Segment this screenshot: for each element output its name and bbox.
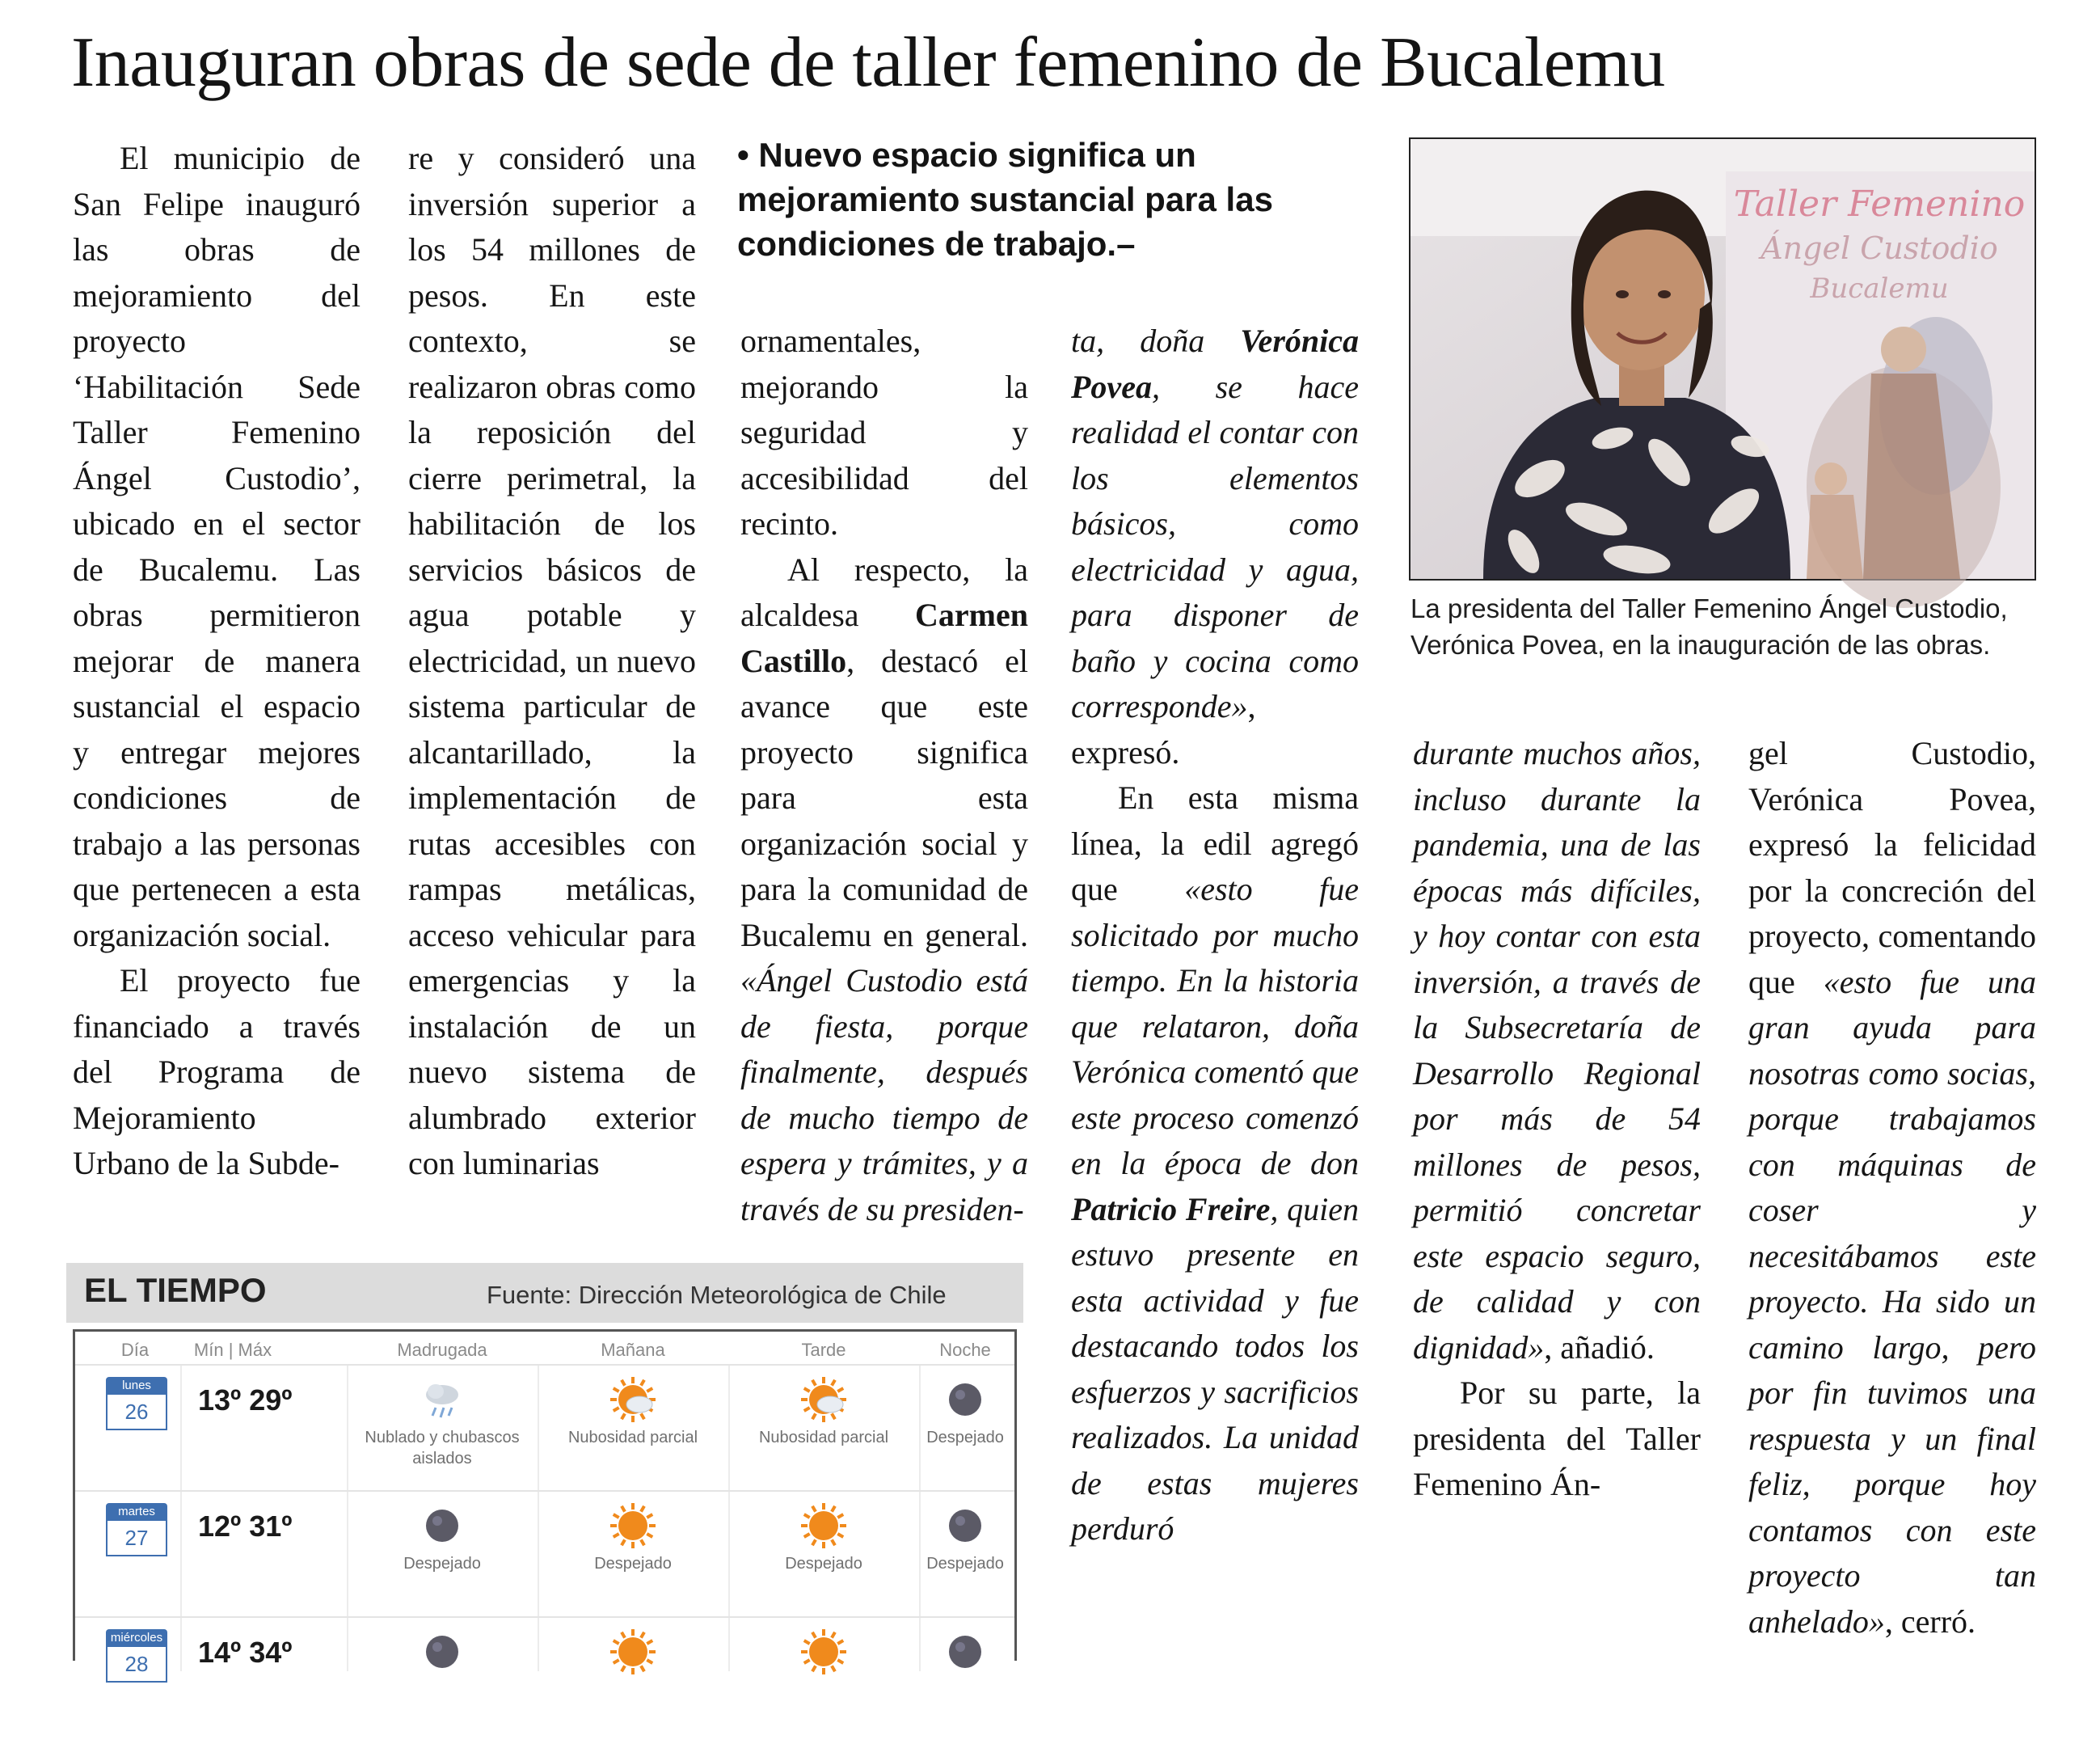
min-max-temps: 12º 31º: [198, 1510, 293, 1543]
sun-icon: [539, 1628, 727, 1676]
calendar-icon: [106, 1503, 167, 1556]
weather-row: [75, 1490, 1014, 1618]
article-column-5: [1413, 731, 1701, 1508]
forecast-cell: [539, 1628, 727, 1679]
col-header-noche: Noche: [939, 1340, 991, 1360]
photo-caption: La presidenta del Taller Femenino Ángel Custodio, Verónica Povea, en la inauguración de las obras.: [1411, 593, 2008, 660]
forecast-cell: [348, 1375, 536, 1469]
moon-icon: [921, 1501, 1010, 1550]
headline: Inauguran obras de sede de taller femenino de Bucalemu: [71, 23, 1665, 102]
col-header-manana: Mañana: [601, 1340, 665, 1360]
sun-icon: [539, 1501, 727, 1550]
paragraph: durante muchos años, incluso durante la pandemia, una de las épocas más difíciles, y hoy contar con esta inversión, a través de la Subsecretaría de Desarrollo Regional por más de 54 millones de pesos, permitió concretar este espacio seguro, de calidad y con dignidad», añadió.: [1413, 735, 1701, 1366]
sun-icon: [730, 1501, 917, 1550]
article-column-6: [1748, 731, 2036, 1645]
sign-line-3: Bucalemu: [1810, 272, 1949, 305]
moon-icon: [348, 1501, 536, 1550]
cloud-rain-icon: [348, 1375, 536, 1424]
paragraph: En esta misma línea, la edil agregó que «esto fue solicitado por mucho tiempo. En la historia que relataron, doña Verónica comentó que este proceso comenzó en la época de don Patricio Freire, quien estuvo presente en esta actividad y fue destacando todos los esfuerzos y sacrificios realizados. La unidad de estas mujeres perduró: [1071, 779, 1359, 1547]
article-column-3: [740, 319, 1028, 1232]
min-max-temps: 14º 34º: [198, 1636, 293, 1669]
forecast-label: Nubosidad parcial: [758, 1429, 889, 1446]
paragraph: ornamentales, mejorando la seguridad y accesibilidad del recinto.: [740, 323, 1028, 542]
paragraph: ta, doña Verónica Povea, se hace realidad el contar con los elementos básicos, como electricidad y agua, para disponer de baño y cocina como corresponde», expresó.: [1071, 323, 1359, 771]
forecast-cell: [921, 1628, 1010, 1679]
lede: • Nuevo espacio significa un mejoramiento sustancial para las condiciones de trabajo.–: [737, 136, 1273, 263]
date: 27: [106, 1521, 167, 1556]
weather-row: [75, 1616, 1014, 1744]
paragraph: re y consideró una inversión superior a los 54 millones de pesos. En este contexto, se realizaron obras como la reposición del cierre perimetral, la habilitación de los servicios básicos de agua potable y electricidad, un nuevo sistema particular de alcantarillado, la implementación de rutas accesibles con rampas metálicas, acceso vehicular para emergencias y la instalación de un nuevo sistema de alumbrado exterior con luminarias: [408, 140, 696, 1181]
forecast-label: Despejado: [926, 1555, 1004, 1573]
partly-cloudy-icon: [539, 1375, 727, 1424]
article-photo: [1409, 137, 2036, 581]
paragraph: Por su parte, la presidenta del Taller Femenino Án-: [1413, 1375, 1701, 1502]
min-max-temps: 13º 29º: [198, 1383, 293, 1417]
date: 26: [106, 1395, 167, 1430]
calendar-icon: [106, 1629, 167, 1683]
weather-row: [75, 1364, 1014, 1492]
col-header-tarde: Tarde: [801, 1340, 846, 1360]
forecast-cell: [539, 1375, 727, 1448]
col-header-day: Día: [120, 1340, 150, 1360]
weekday: miércoles: [106, 1629, 167, 1647]
forecast-cell: [730, 1501, 917, 1574]
weekday: martes: [106, 1503, 167, 1521]
paragraph: El municipio de San Felipe inauguró las obras de mejoramiento del proyecto ‘Habilitación Sede Taller Femenino Ángel Custodio’, ubicado en el sector de Bucalemu. Las obras permitieron mejorar de manera sustancial el espacio y entregar mejores condiciones de trabajo a las personas que pertenecen a esta organización social.: [73, 140, 361, 953]
moon-icon: [348, 1628, 536, 1676]
date: 28: [106, 1647, 167, 1683]
paragraph: El proyecto fue financiado a través del Programa de Mejoramiento Urbano de la Subde-: [73, 962, 361, 1181]
article-column-1: [73, 136, 361, 1187]
calendar-icon: [106, 1377, 167, 1430]
partly-cloudy-icon: [730, 1375, 917, 1424]
article-column-2: [408, 136, 696, 1187]
moon-icon: [921, 1628, 1010, 1676]
forecast-label: Despejado: [403, 1555, 481, 1573]
weather-header: [66, 1263, 1023, 1323]
sign-line-2: Ángel Custodio: [1761, 230, 1998, 266]
forecast-cell: [348, 1501, 536, 1574]
forecast-cell: [348, 1628, 536, 1679]
woman-photo-illustration: [1411, 139, 2035, 579]
forecast-cell: [730, 1375, 917, 1448]
forecast-label: Nublado y chubascos aislados: [365, 1429, 520, 1467]
forecast-label: Despejado: [594, 1555, 672, 1573]
sun-icon: [730, 1628, 917, 1676]
paragraph: gel Custodio, Verónica Povea, expresó la felicidad por la concreción del proyecto, comentando que «esto fue una gran ayuda para nosotras como socias, porque trabajamos con máquinas de coser y necesitábamos este proyecto. Ha sido un camino largo, pero por fin tuvimos una respuesta y un final feliz, porque hoy contamos con este proyecto tan anhelado», cerró.: [1748, 735, 2036, 1640]
sign-line-1: Taller Femenino: [1733, 184, 2026, 225]
article-column-4: [1071, 319, 1359, 1552]
paragraph: Al respecto, la alcaldesa Carmen Castillo, destacó el avance que este proyecto significa para esta organización social y para la comunidad de Bucalemu en general. «Ángel Custodio está de fiesta, porque finalmente, después de mucho tiempo de espera y trámites, y a través de su presiden-: [740, 551, 1028, 1227]
forecast-label: Nubosidad parcial: [567, 1429, 698, 1446]
forecast-cell: [921, 1375, 1010, 1448]
moon-icon: [921, 1375, 1010, 1424]
weekday: lunes: [106, 1377, 167, 1395]
weather-title: EL TIEMPO: [84, 1271, 267, 1309]
forecast-cell: [921, 1501, 1010, 1574]
forecast-cell: [539, 1501, 727, 1574]
weather-widget: [66, 1263, 1023, 1676]
forecast-cell: [730, 1628, 917, 1679]
forecast-label: Despejado: [785, 1555, 862, 1573]
forecast-label: Despejado: [926, 1429, 1004, 1446]
col-header-madrugada: Madrugada: [397, 1340, 487, 1360]
col-header-minmax: Mín | Máx: [193, 1340, 272, 1360]
weather-source: Fuente: Dirección Meteorológica de Chile: [487, 1281, 947, 1309]
weather-table: [73, 1329, 1017, 1676]
